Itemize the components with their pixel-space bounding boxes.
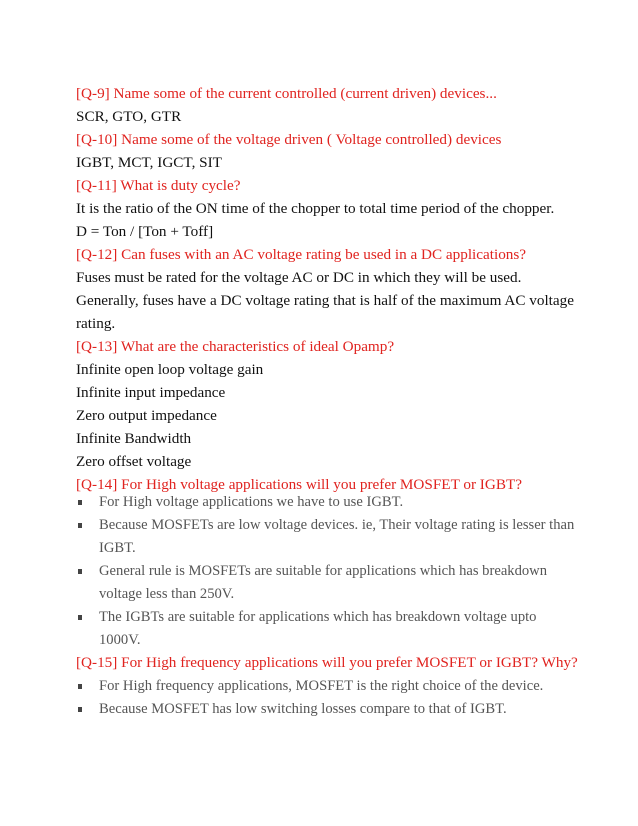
question-q12: [Q-12] Can fuses with an AC voltage rating be used in a DC applications? bbox=[76, 246, 527, 263]
bullet-icon bbox=[78, 523, 82, 528]
q15-bullet-text: Because MOSFET has low switching losses compare to that of IGBT. bbox=[99, 701, 507, 717]
answer-q12-line2: Generally, fuses have a DC voltage rating that is half of the maximum AC voltage bbox=[76, 292, 574, 309]
q14-bullet-text: The IGBTs are suitable for applications which has breakdown voltage upto bbox=[99, 609, 537, 625]
answer-q13-item: Zero offset voltage bbox=[76, 453, 192, 470]
answer-q13-item: Infinite input impedance bbox=[76, 384, 226, 401]
bullet-icon bbox=[78, 500, 82, 505]
question-q10: [Q-10] Name some of the voltage driven ( Voltage controlled) devices bbox=[76, 131, 502, 148]
question-q9: [Q-9] Name some of the current controlled (current driven) devices... bbox=[76, 85, 497, 102]
q14-bullet-continuation: IGBT. bbox=[99, 540, 136, 556]
formula-q11: D = Ton / [Ton + Toff] bbox=[76, 223, 214, 240]
question-q11: [Q-11] What is duty cycle? bbox=[76, 177, 241, 194]
answer-q12-line1: Fuses must be rated for the voltage AC or DC in which they will be used. bbox=[76, 269, 522, 286]
question-q15: [Q-15] For High frequency applications will you prefer MOSFET or IGBT? Why? bbox=[76, 654, 578, 671]
q14-bullet-text: General rule is MOSFETs are suitable for applications which has breakdown bbox=[99, 563, 548, 579]
question-q14: [Q-14] For High voltage applications will you prefer MOSFET or IGBT? bbox=[76, 476, 522, 493]
q15-bullet-text: For High frequency applications, MOSFET is the right choice of the device. bbox=[99, 678, 544, 694]
q14-bullet-text: Because MOSFETs are low voltage devices. ie, Their voltage rating is lesser than bbox=[99, 517, 575, 533]
bullet-icon bbox=[78, 707, 82, 712]
answer-q13-item: Infinite Bandwidth bbox=[76, 430, 192, 447]
question-q13: [Q-13] What are the characteristics of ideal Opamp? bbox=[76, 338, 395, 355]
bullet-icon bbox=[78, 615, 82, 620]
answer-q12-line3: rating. bbox=[76, 315, 116, 332]
answer-q13-item: Infinite open loop voltage gain bbox=[76, 361, 264, 378]
q14-bullet-continuation: 1000V. bbox=[99, 632, 141, 648]
answer-q13-item: Zero output impedance bbox=[76, 407, 217, 424]
q14-bullet-continuation: voltage less than 250V. bbox=[99, 586, 235, 602]
bullet-icon bbox=[78, 569, 82, 574]
answer-q10: IGBT, MCT, IGCT, SIT bbox=[76, 154, 222, 171]
bullet-icon bbox=[78, 684, 82, 689]
answer-q11: It is the ratio of the ON time of the chopper to total time period of the chopper. bbox=[76, 200, 555, 217]
answer-q9: SCR, GTO, GTR bbox=[76, 108, 182, 125]
q14-bullet-text: For High voltage applications we have to use IGBT. bbox=[99, 494, 404, 510]
